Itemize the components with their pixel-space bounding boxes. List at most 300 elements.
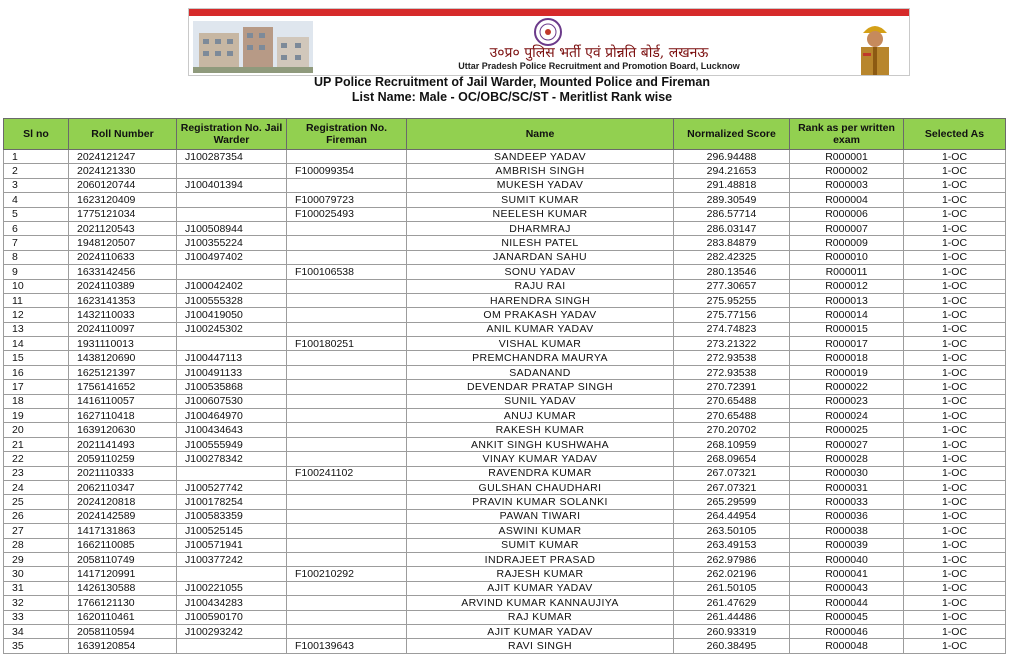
cell-roll-number: 1639120630 bbox=[69, 423, 177, 437]
cell-rank-written-exam: R000013 bbox=[790, 293, 904, 307]
cell-roll-number: 2024142589 bbox=[69, 509, 177, 523]
cell-sl-no: 31 bbox=[4, 581, 69, 595]
cell-roll-number: 2024120818 bbox=[69, 495, 177, 509]
cell-name: DEVENDAR PRATAP SINGH bbox=[407, 380, 674, 394]
cell-selected-as: 1-OC bbox=[904, 322, 1006, 336]
cell-rank-written-exam: R000010 bbox=[790, 250, 904, 264]
cell-reg-jail-warder bbox=[177, 337, 287, 351]
cell-rank-written-exam: R000036 bbox=[790, 509, 904, 523]
cell-normalized-score: 275.95255 bbox=[674, 293, 790, 307]
cell-reg-jail-warder: J100555949 bbox=[177, 437, 287, 451]
cell-normalized-score: 286.03147 bbox=[674, 221, 790, 235]
table-header-row bbox=[4, 119, 1006, 150]
cell-selected-as: 1-OC bbox=[904, 423, 1006, 437]
cell-name: ANUJ KUMAR bbox=[407, 409, 674, 423]
column-header-normalized-score: Normalized Score bbox=[674, 119, 790, 150]
cell-name: OM PRAKASH YADAV bbox=[407, 308, 674, 322]
cell-rank-written-exam: R000031 bbox=[790, 480, 904, 494]
cell-reg-fireman: F100210292 bbox=[287, 567, 407, 581]
cell-rank-written-exam: R000004 bbox=[790, 193, 904, 207]
cell-roll-number: 2024110389 bbox=[69, 279, 177, 293]
cell-roll-number: 1756141652 bbox=[69, 380, 177, 394]
cell-reg-jail-warder bbox=[177, 466, 287, 480]
cell-roll-number: 2021110333 bbox=[69, 466, 177, 480]
hindi-board-title: उ०प्र० पुलिस भर्ती एवं प्रोन्नति बोर्ड, लखनऊ bbox=[489, 45, 709, 61]
cell-roll-number: 1931110013 bbox=[69, 337, 177, 351]
cell-reg-jail-warder: J100419050 bbox=[177, 308, 287, 322]
cell-sl-no: 14 bbox=[4, 337, 69, 351]
cell-reg-jail-warder bbox=[177, 265, 287, 279]
cell-sl-no: 10 bbox=[4, 279, 69, 293]
cell-reg-jail-warder: J100401394 bbox=[177, 178, 287, 192]
cell-roll-number: 1948120507 bbox=[69, 236, 177, 250]
cell-reg-fireman: F100180251 bbox=[287, 337, 407, 351]
cell-reg-fireman bbox=[287, 437, 407, 451]
table-row bbox=[4, 164, 1006, 178]
cell-sl-no: 4 bbox=[4, 193, 69, 207]
cell-selected-as: 1-OC bbox=[904, 351, 1006, 365]
cell-name: SONU YADAV bbox=[407, 265, 674, 279]
cell-reg-jail-warder: J100287354 bbox=[177, 150, 287, 164]
table-row bbox=[4, 495, 1006, 509]
table-row bbox=[4, 193, 1006, 207]
table-row bbox=[4, 624, 1006, 638]
table-row bbox=[4, 380, 1006, 394]
cell-sl-no: 18 bbox=[4, 394, 69, 408]
cell-selected-as: 1-OC bbox=[904, 552, 1006, 566]
cell-reg-fireman bbox=[287, 365, 407, 379]
cell-name: ASWINI KUMAR bbox=[407, 524, 674, 538]
cell-selected-as: 1-OC bbox=[904, 150, 1006, 164]
cell-selected-as: 1-OC bbox=[904, 265, 1006, 279]
cell-rank-written-exam: R000023 bbox=[790, 394, 904, 408]
cell-name: RAJU RAI bbox=[407, 279, 674, 293]
cell-rank-written-exam: R000012 bbox=[790, 279, 904, 293]
cell-selected-as: 1-OC bbox=[904, 250, 1006, 264]
cell-reg-jail-warder: J100447113 bbox=[177, 351, 287, 365]
cell-reg-fireman bbox=[287, 495, 407, 509]
cell-selected-as: 1-OC bbox=[904, 394, 1006, 408]
cell-selected-as: 1-OC bbox=[904, 409, 1006, 423]
cell-name: PREMCHANDRA MAURYA bbox=[407, 351, 674, 365]
cell-reg-fireman bbox=[287, 610, 407, 624]
cell-sl-no: 17 bbox=[4, 380, 69, 394]
cell-rank-written-exam: R000019 bbox=[790, 365, 904, 379]
cell-name: ANKIT SINGH KUSHWAHA bbox=[407, 437, 674, 451]
table-row bbox=[4, 480, 1006, 494]
cell-normalized-score: 263.50105 bbox=[674, 524, 790, 538]
cell-selected-as: 1-OC bbox=[904, 538, 1006, 552]
cell-sl-no: 21 bbox=[4, 437, 69, 451]
cell-name: PAWAN TIWARI bbox=[407, 509, 674, 523]
cell-sl-no: 22 bbox=[4, 452, 69, 466]
table-row bbox=[4, 423, 1006, 437]
cell-reg-jail-warder: J100434283 bbox=[177, 596, 287, 610]
cell-reg-jail-warder: J100527742 bbox=[177, 480, 287, 494]
cell-reg-jail-warder: J100555328 bbox=[177, 293, 287, 307]
table-row bbox=[4, 279, 1006, 293]
cell-selected-as: 1-OC bbox=[904, 452, 1006, 466]
cell-selected-as: 1-OC bbox=[904, 596, 1006, 610]
cell-reg-jail-warder: J100178254 bbox=[177, 495, 287, 509]
cell-sl-no: 29 bbox=[4, 552, 69, 566]
cell-sl-no: 26 bbox=[4, 509, 69, 523]
cell-selected-as: 1-OC bbox=[904, 437, 1006, 451]
cell-name: AJIT KUMAR YADAV bbox=[407, 624, 674, 638]
cell-normalized-score: 262.02196 bbox=[674, 567, 790, 581]
cell-rank-written-exam: R000038 bbox=[790, 524, 904, 538]
cell-roll-number: 1766121130 bbox=[69, 596, 177, 610]
column-header-name: Name bbox=[407, 119, 674, 150]
table-row bbox=[4, 236, 1006, 250]
cell-sl-no: 3 bbox=[4, 178, 69, 192]
cell-name: INDRAJEET PRASAD bbox=[407, 552, 674, 566]
cell-reg-fireman bbox=[287, 538, 407, 552]
cell-sl-no: 7 bbox=[4, 236, 69, 250]
cell-name: RAJ KUMAR bbox=[407, 610, 674, 624]
cell-roll-number: 2021141493 bbox=[69, 437, 177, 451]
cell-normalized-score: 261.50105 bbox=[674, 581, 790, 595]
column-header-reg-fireman: Registration No. Fireman bbox=[287, 119, 407, 150]
table-row bbox=[4, 596, 1006, 610]
cell-selected-as: 1-OC bbox=[904, 639, 1006, 653]
police-officer-image bbox=[849, 19, 901, 75]
cell-normalized-score: 267.07321 bbox=[674, 466, 790, 480]
cell-rank-written-exam: R000011 bbox=[790, 265, 904, 279]
cell-selected-as: 1-OC bbox=[904, 567, 1006, 581]
cell-rank-written-exam: R000039 bbox=[790, 538, 904, 552]
cell-name: ANIL KUMAR YADAV bbox=[407, 322, 674, 336]
cell-name: VINAY KUMAR YADAV bbox=[407, 452, 674, 466]
cell-rank-written-exam: R000024 bbox=[790, 409, 904, 423]
cell-name: MUKESH YADAV bbox=[407, 178, 674, 192]
cell-reg-jail-warder: J100590170 bbox=[177, 610, 287, 624]
table-row bbox=[4, 351, 1006, 365]
cell-reg-fireman bbox=[287, 596, 407, 610]
cell-roll-number: 1775121034 bbox=[69, 207, 177, 221]
table-row bbox=[4, 552, 1006, 566]
cell-name: RAKESH KUMAR bbox=[407, 423, 674, 437]
header-stripe bbox=[189, 9, 909, 16]
cell-rank-written-exam: R000007 bbox=[790, 221, 904, 235]
table-row bbox=[4, 466, 1006, 480]
table-row bbox=[4, 394, 1006, 408]
cell-roll-number: 1417120991 bbox=[69, 567, 177, 581]
cell-rank-written-exam: R000017 bbox=[790, 337, 904, 351]
cell-roll-number: 1438120690 bbox=[69, 351, 177, 365]
cell-sl-no: 30 bbox=[4, 567, 69, 581]
cell-reg-jail-warder: J100042402 bbox=[177, 279, 287, 293]
cell-normalized-score: 270.20702 bbox=[674, 423, 790, 437]
cell-reg-fireman bbox=[287, 351, 407, 365]
cell-rank-written-exam: R000041 bbox=[790, 567, 904, 581]
cell-name: SUMIT KUMAR bbox=[407, 193, 674, 207]
cell-roll-number: 2058110594 bbox=[69, 624, 177, 638]
cell-sl-no: 28 bbox=[4, 538, 69, 552]
cell-reg-jail-warder: J100583359 bbox=[177, 509, 287, 523]
cell-reg-jail-warder: J100293242 bbox=[177, 624, 287, 638]
cell-selected-as: 1-OC bbox=[904, 164, 1006, 178]
cell-normalized-score: 272.93538 bbox=[674, 351, 790, 365]
cell-sl-no: 16 bbox=[4, 365, 69, 379]
cell-normalized-score: 265.29599 bbox=[674, 495, 790, 509]
cell-normalized-score: 294.21653 bbox=[674, 164, 790, 178]
cell-roll-number: 2059110259 bbox=[69, 452, 177, 466]
cell-selected-as: 1-OC bbox=[904, 466, 1006, 480]
cell-reg-jail-warder: J100434643 bbox=[177, 423, 287, 437]
cell-rank-written-exam: R000043 bbox=[790, 581, 904, 595]
cell-sl-no: 19 bbox=[4, 409, 69, 423]
cell-name: SADANAND bbox=[407, 365, 674, 379]
cell-name: VISHAL KUMAR bbox=[407, 337, 674, 351]
table-row bbox=[4, 322, 1006, 336]
table-row bbox=[4, 178, 1006, 192]
cell-normalized-score: 286.57714 bbox=[674, 207, 790, 221]
cell-sl-no: 24 bbox=[4, 480, 69, 494]
cell-rank-written-exam: R000018 bbox=[790, 351, 904, 365]
cell-selected-as: 1-OC bbox=[904, 480, 1006, 494]
cell-sl-no: 6 bbox=[4, 221, 69, 235]
table-row bbox=[4, 524, 1006, 538]
table-row bbox=[4, 221, 1006, 235]
cell-selected-as: 1-OC bbox=[904, 293, 1006, 307]
cell-normalized-score: 270.72391 bbox=[674, 380, 790, 394]
cell-normalized-score: 291.48818 bbox=[674, 178, 790, 192]
cell-normalized-score: 268.09654 bbox=[674, 452, 790, 466]
cell-sl-no: 34 bbox=[4, 624, 69, 638]
table-row bbox=[4, 207, 1006, 221]
cell-reg-fireman bbox=[287, 394, 407, 408]
table-row bbox=[4, 293, 1006, 307]
cell-roll-number: 2021120543 bbox=[69, 221, 177, 235]
cell-selected-as: 1-OC bbox=[904, 365, 1006, 379]
cell-rank-written-exam: R000028 bbox=[790, 452, 904, 466]
cell-normalized-score: 263.49153 bbox=[674, 538, 790, 552]
cell-rank-written-exam: R000048 bbox=[790, 639, 904, 653]
cell-rank-written-exam: R000046 bbox=[790, 624, 904, 638]
cell-selected-as: 1-OC bbox=[904, 624, 1006, 638]
table-body bbox=[4, 150, 1006, 654]
cell-reg-jail-warder: J100278342 bbox=[177, 452, 287, 466]
table-row bbox=[4, 265, 1006, 279]
cell-name: RAVENDRA KUMAR bbox=[407, 466, 674, 480]
cell-normalized-score: 277.30657 bbox=[674, 279, 790, 293]
cell-reg-jail-warder: J100377242 bbox=[177, 552, 287, 566]
cell-reg-jail-warder: J100221055 bbox=[177, 581, 287, 595]
cell-roll-number: 2024110633 bbox=[69, 250, 177, 264]
cell-rank-written-exam: R000002 bbox=[790, 164, 904, 178]
cell-roll-number: 1623120409 bbox=[69, 193, 177, 207]
table-row bbox=[4, 452, 1006, 466]
cell-sl-no: 32 bbox=[4, 596, 69, 610]
column-header-selected-as: Selected As bbox=[904, 119, 1006, 150]
cell-reg-jail-warder bbox=[177, 207, 287, 221]
cell-roll-number: 1633142456 bbox=[69, 265, 177, 279]
cell-rank-written-exam: R000030 bbox=[790, 466, 904, 480]
cell-sl-no: 27 bbox=[4, 524, 69, 538]
cell-reg-fireman bbox=[287, 480, 407, 494]
table-row bbox=[4, 639, 1006, 653]
cell-reg-fireman bbox=[287, 308, 407, 322]
cell-reg-jail-warder bbox=[177, 164, 287, 178]
cell-reg-jail-warder: J100355224 bbox=[177, 236, 287, 250]
column-header-roll-number: Roll Number bbox=[69, 119, 177, 150]
table-row bbox=[4, 337, 1006, 351]
cell-normalized-score: 273.21322 bbox=[674, 337, 790, 351]
cell-normalized-score: 280.13546 bbox=[674, 265, 790, 279]
cell-rank-written-exam: R000003 bbox=[790, 178, 904, 192]
table-row bbox=[4, 409, 1006, 423]
cell-reg-fireman bbox=[287, 221, 407, 235]
cell-sl-no: 13 bbox=[4, 322, 69, 336]
cell-name: PRAVIN KUMAR SOLANKI bbox=[407, 495, 674, 509]
table-row bbox=[4, 308, 1006, 322]
cell-reg-fireman bbox=[287, 250, 407, 264]
cell-selected-as: 1-OC bbox=[904, 178, 1006, 192]
cell-name: JANARDAN SAHU bbox=[407, 250, 674, 264]
cell-selected-as: 1-OC bbox=[904, 308, 1006, 322]
cell-reg-jail-warder bbox=[177, 639, 287, 653]
cell-reg-fireman bbox=[287, 322, 407, 336]
cell-roll-number: 1627110418 bbox=[69, 409, 177, 423]
cell-name: HARENDRA SINGH bbox=[407, 293, 674, 307]
cell-rank-written-exam: R000006 bbox=[790, 207, 904, 221]
cell-name: GULSHAN CHAUDHARI bbox=[407, 480, 674, 494]
cell-rank-written-exam: R000027 bbox=[790, 437, 904, 451]
cell-name: SUMIT KUMAR bbox=[407, 538, 674, 552]
cell-roll-number: 2062110347 bbox=[69, 480, 177, 494]
cell-normalized-score: 270.65488 bbox=[674, 409, 790, 423]
cell-roll-number: 2024121247 bbox=[69, 150, 177, 164]
cell-reg-fireman bbox=[287, 624, 407, 638]
cell-rank-written-exam: R000009 bbox=[790, 236, 904, 250]
column-header-sl-no: Sl no bbox=[4, 119, 69, 150]
cell-roll-number: 1620110461 bbox=[69, 610, 177, 624]
cell-reg-fireman bbox=[287, 279, 407, 293]
table-row bbox=[4, 437, 1006, 451]
cell-sl-no: 23 bbox=[4, 466, 69, 480]
table-row bbox=[4, 150, 1006, 164]
cell-reg-fireman bbox=[287, 236, 407, 250]
cell-sl-no: 9 bbox=[4, 265, 69, 279]
list-name-title: List Name: Male - OC/OBC/SC/ST - Meritlist Rank wise bbox=[351, 90, 673, 104]
cell-name: NILESH PATEL bbox=[407, 236, 674, 250]
header-banner bbox=[188, 8, 910, 76]
cell-normalized-score: 260.38495 bbox=[674, 639, 790, 653]
english-board-title: Uttar Pradesh Police Recruitment and Promotion Board, Lucknow bbox=[458, 61, 740, 71]
cell-normalized-score: 261.47629 bbox=[674, 596, 790, 610]
cell-reg-jail-warder: J100497402 bbox=[177, 250, 287, 264]
cell-sl-no: 1 bbox=[4, 150, 69, 164]
cell-sl-no: 8 bbox=[4, 250, 69, 264]
cell-normalized-score: 262.97986 bbox=[674, 552, 790, 566]
cell-roll-number: 1662110085 bbox=[69, 538, 177, 552]
cell-reg-fireman bbox=[287, 409, 407, 423]
cell-selected-as: 1-OC bbox=[904, 279, 1006, 293]
cell-reg-fireman: F100241102 bbox=[287, 466, 407, 480]
cell-reg-fireman bbox=[287, 509, 407, 523]
cell-name: AMBRISH SINGH bbox=[407, 164, 674, 178]
table-row bbox=[4, 365, 1006, 379]
cell-roll-number: 1432110033 bbox=[69, 308, 177, 322]
cell-normalized-score: 268.10959 bbox=[674, 437, 790, 451]
table-row bbox=[4, 610, 1006, 624]
cell-roll-number: 1426130588 bbox=[69, 581, 177, 595]
table-row bbox=[4, 509, 1006, 523]
cell-reg-fireman bbox=[287, 452, 407, 466]
cell-reg-jail-warder: J100525145 bbox=[177, 524, 287, 538]
cell-normalized-score: 260.93319 bbox=[674, 624, 790, 638]
table-row bbox=[4, 581, 1006, 595]
cell-selected-as: 1-OC bbox=[904, 495, 1006, 509]
cell-roll-number: 2058110749 bbox=[69, 552, 177, 566]
cell-normalized-score: 296.94488 bbox=[674, 150, 790, 164]
cell-rank-written-exam: R000025 bbox=[790, 423, 904, 437]
cell-name: NEELESH KUMAR bbox=[407, 207, 674, 221]
cell-selected-as: 1-OC bbox=[904, 509, 1006, 523]
cell-roll-number: 1623141353 bbox=[69, 293, 177, 307]
cell-reg-jail-warder: J100464970 bbox=[177, 409, 287, 423]
cell-selected-as: 1-OC bbox=[904, 221, 1006, 235]
cell-name: ARVIND KUMAR KANNAUJIYA bbox=[407, 596, 674, 610]
cell-selected-as: 1-OC bbox=[904, 193, 1006, 207]
cell-sl-no: 11 bbox=[4, 293, 69, 307]
cell-sl-no: 25 bbox=[4, 495, 69, 509]
cell-reg-fireman: F100099354 bbox=[287, 164, 407, 178]
cell-selected-as: 1-OC bbox=[904, 524, 1006, 538]
table-row bbox=[4, 250, 1006, 264]
cell-reg-jail-warder: J100535868 bbox=[177, 380, 287, 394]
cell-rank-written-exam: R000015 bbox=[790, 322, 904, 336]
cell-reg-fireman bbox=[287, 293, 407, 307]
cell-sl-no: 20 bbox=[4, 423, 69, 437]
cell-selected-as: 1-OC bbox=[904, 207, 1006, 221]
cell-normalized-score: 272.93538 bbox=[674, 365, 790, 379]
column-header-rank-written-exam: Rank as per written exam bbox=[790, 119, 904, 150]
cell-selected-as: 1-OC bbox=[904, 337, 1006, 351]
cell-roll-number: 1639120854 bbox=[69, 639, 177, 653]
cell-selected-as: 1-OC bbox=[904, 380, 1006, 394]
cell-normalized-score: 275.77156 bbox=[674, 308, 790, 322]
table-row bbox=[4, 538, 1006, 552]
cell-reg-jail-warder: J100491133 bbox=[177, 365, 287, 379]
cell-normalized-score: 274.74823 bbox=[674, 322, 790, 336]
cell-reg-jail-warder: J100607530 bbox=[177, 394, 287, 408]
cell-normalized-score: 283.84879 bbox=[674, 236, 790, 250]
cell-reg-fireman: F100025493 bbox=[287, 207, 407, 221]
cell-sl-no: 12 bbox=[4, 308, 69, 322]
cell-normalized-score: 289.30549 bbox=[674, 193, 790, 207]
cell-roll-number: 2024121330 bbox=[69, 164, 177, 178]
cell-roll-number: 2024110097 bbox=[69, 322, 177, 336]
cell-reg-jail-warder: J100508944 bbox=[177, 221, 287, 235]
cell-rank-written-exam: R000001 bbox=[790, 150, 904, 164]
cell-reg-fireman: F100139643 bbox=[287, 639, 407, 653]
cell-normalized-score: 282.42325 bbox=[674, 250, 790, 264]
cell-roll-number: 1417131863 bbox=[69, 524, 177, 538]
report-title: UP Police Recruitment of Jail Warder, Mounted Police and Fireman bbox=[314, 75, 710, 89]
cell-sl-no: 5 bbox=[4, 207, 69, 221]
cell-rank-written-exam: R000033 bbox=[790, 495, 904, 509]
table-row bbox=[4, 567, 1006, 581]
cell-reg-jail-warder bbox=[177, 567, 287, 581]
cell-sl-no: 15 bbox=[4, 351, 69, 365]
cell-rank-written-exam: R000044 bbox=[790, 596, 904, 610]
cell-sl-no: 33 bbox=[4, 610, 69, 624]
cell-normalized-score: 267.07321 bbox=[674, 480, 790, 494]
merit-list-table bbox=[3, 118, 1006, 654]
cell-reg-fireman bbox=[287, 552, 407, 566]
